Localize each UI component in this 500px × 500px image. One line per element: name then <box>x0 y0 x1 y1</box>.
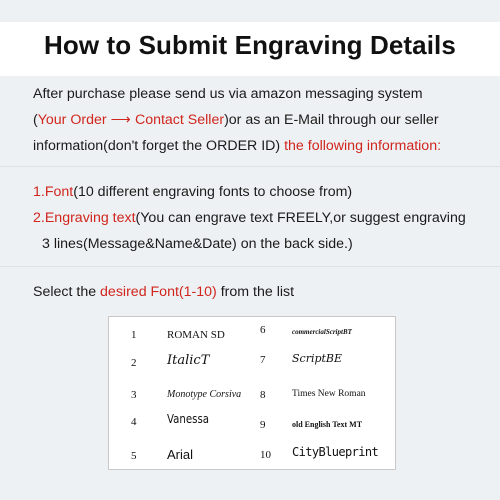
requirement-text: (You can engrave text FREELY,or suggest engraving <box>135 210 466 226</box>
font-sample: ROMAN SD <box>167 329 225 341</box>
font-sample: Arial <box>167 447 194 462</box>
select-prefix: Select the <box>33 284 101 300</box>
paren-open: ( <box>33 112 38 128</box>
font-key: Font <box>44 184 74 200</box>
font-sample-table <box>108 316 396 470</box>
font-sample: Vanessa <box>167 412 210 426</box>
intro-line-2 <box>33 108 500 132</box>
item-number: 2. <box>33 210 45 226</box>
divider <box>0 266 500 267</box>
font-sample: Times New Roman <box>292 389 366 399</box>
requirement-text: (10 different engraving fonts to choose from) <box>73 184 353 200</box>
font-number: 9 <box>260 419 266 431</box>
item-number: 1. <box>33 184 45 200</box>
engraving-text-key: Engraving text <box>44 210 136 226</box>
select-instruction <box>33 284 294 300</box>
your-order-label: Your Order <box>37 112 107 128</box>
intro-text: After purchase please send us via amazon messaging system <box>33 86 423 102</box>
font-number: 4 <box>131 416 137 428</box>
font-number: 8 <box>260 389 266 401</box>
font-sample: CityBlueprint <box>292 445 379 459</box>
font-sample: ItalicT <box>167 353 210 368</box>
font-number: 10 <box>260 449 271 461</box>
requirement-continuation <box>42 232 500 256</box>
arrow-right-icon: ⟶ <box>110 112 131 128</box>
intro-text: information(don't forget the ORDER ID) <box>33 138 285 154</box>
select-suffix: from the list <box>216 284 295 300</box>
intro-line-1 <box>33 82 500 106</box>
font-sample: commercialScriptBT <box>292 328 352 336</box>
requirement-text: 3 lines(Message&Name&Date) on the back side.) <box>42 236 353 252</box>
desired-font-label: desired Font(1-10) <box>100 284 217 300</box>
colon: : <box>437 138 442 154</box>
following-info-label: the following information <box>284 138 438 154</box>
requirement-font <box>33 180 500 204</box>
font-number: 7 <box>260 354 266 366</box>
font-number: 3 <box>131 389 137 401</box>
divider <box>0 166 500 167</box>
font-sample: old English Text MT <box>292 420 363 429</box>
page-title: How to Submit Engraving Details <box>44 30 456 60</box>
font-number: 1 <box>131 329 137 341</box>
contact-seller-label: Contact Seller <box>134 112 225 128</box>
font-number: 6 <box>260 324 266 336</box>
font-sample: Monotype Corsiva <box>167 389 242 400</box>
font-number: 2 <box>131 357 137 369</box>
font-sample: ScriptBE <box>292 352 343 365</box>
requirement-engraving-text <box>33 206 500 230</box>
intro-line-3 <box>33 134 500 158</box>
font-number: 5 <box>131 450 137 462</box>
intro-text: )or as an E-Mail through our seller <box>224 112 439 128</box>
